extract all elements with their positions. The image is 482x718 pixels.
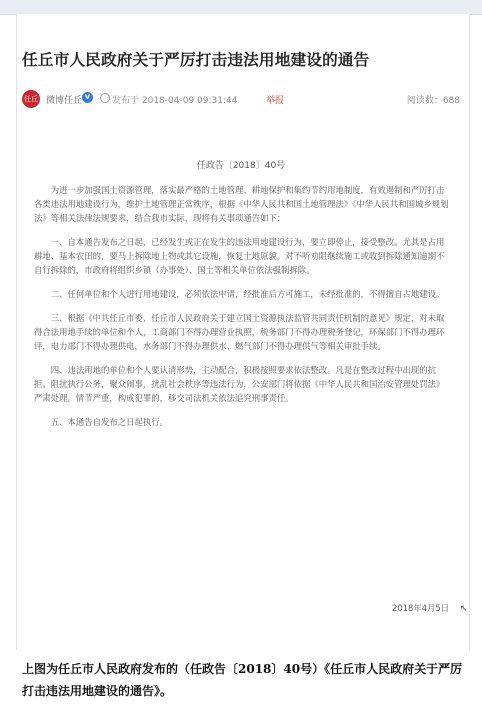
publish-time: 发布于 2018-04-09 09:31:44 <box>112 96 238 106</box>
avatar[interactable]: 任丘 <box>22 90 40 108</box>
verified-icon: V <box>82 92 93 103</box>
article-meta <box>22 90 464 108</box>
cursor-icon: ↖ <box>460 604 468 614</box>
paragraph: 五、本通告自发布之日起执行。 <box>50 417 169 427</box>
article-body <box>34 183 452 439</box>
read-count: 阅读数：688 <box>406 96 460 106</box>
paragraph: 为进一步加强国土资源管理，落实最严格的土地管理、耕地保护和集约节约用地制度，有效遏制和严厉打击各类违法用地建设行为，维护土地管理正常秩序，根据《中华人民共和国土地管理法》《中华人民共和国城乡规划法》等相关法律法规要求，结合我市实际，现将有关事项通告如下： <box>34 185 449 223</box>
author-link[interactable]: 微博任丘 <box>46 96 83 106</box>
article-title: 任丘市人民政府关于严厉打击违法用地建设的通告 <box>22 51 370 69</box>
clock-icon <box>100 93 110 103</box>
paragraph: 四、违法用地的单位和个人要认清形势，主动配合，积极按照要求依法整改。凡是在整改过程中出现的抗拒、阻扰执行公务，聚众闹事，扰乱社会秩序等违法行为，公安部门将依据《中华人民共和国治安管理处罚法》严肃处理。情节严重，构成犯罪的，移交司法机关依法追究刑事责任。 <box>34 365 445 403</box>
image-caption: 上图为任丘市人民政府发布的（任政告〔2018〕40号）《任丘市人民政府关于严厉打击违法用地建设的通告》。 <box>22 662 463 698</box>
issue-date: 2018年4月5日 <box>392 603 450 613</box>
top-bar <box>0 0 482 15</box>
doc-number: 任政告〔2018〕40号 <box>196 161 286 171</box>
paragraph: 三、根据《中共任丘市委、任丘市人民政府关于建立国土资源执法监管共同责任机制的意见》规定，对未取得合法用地手续的单位和个人，工商部门不得办理营业执照，税务部门不得办理税务登记，环保部门不得办理环评，电力部门不得办理供电，水务部门不得办理供水、燃气部门不得办理供气等相关审批手续。 <box>34 313 445 351</box>
paragraph: 一、自本通告发布之日起，已经发生或正在发生的违法用地建设行为，要立即停止，接受整改。尤其是占用耕地、基本农田的，要马上拆除地上物或其它设施，恢复土地原貌。对不听劝阻继续施工或收到拆除通知逾期不自行拆除的，市政府将组织乡镇（办事处）、国土等相关单位依法强制拆除。 <box>34 237 445 275</box>
paragraph: 二、任何单位和个人进行用地建设，必须依法申请，经批准后方可施工，未经批准的，不得擅自占地建设。 <box>50 289 445 299</box>
report-link[interactable]: 举报 <box>266 96 285 106</box>
